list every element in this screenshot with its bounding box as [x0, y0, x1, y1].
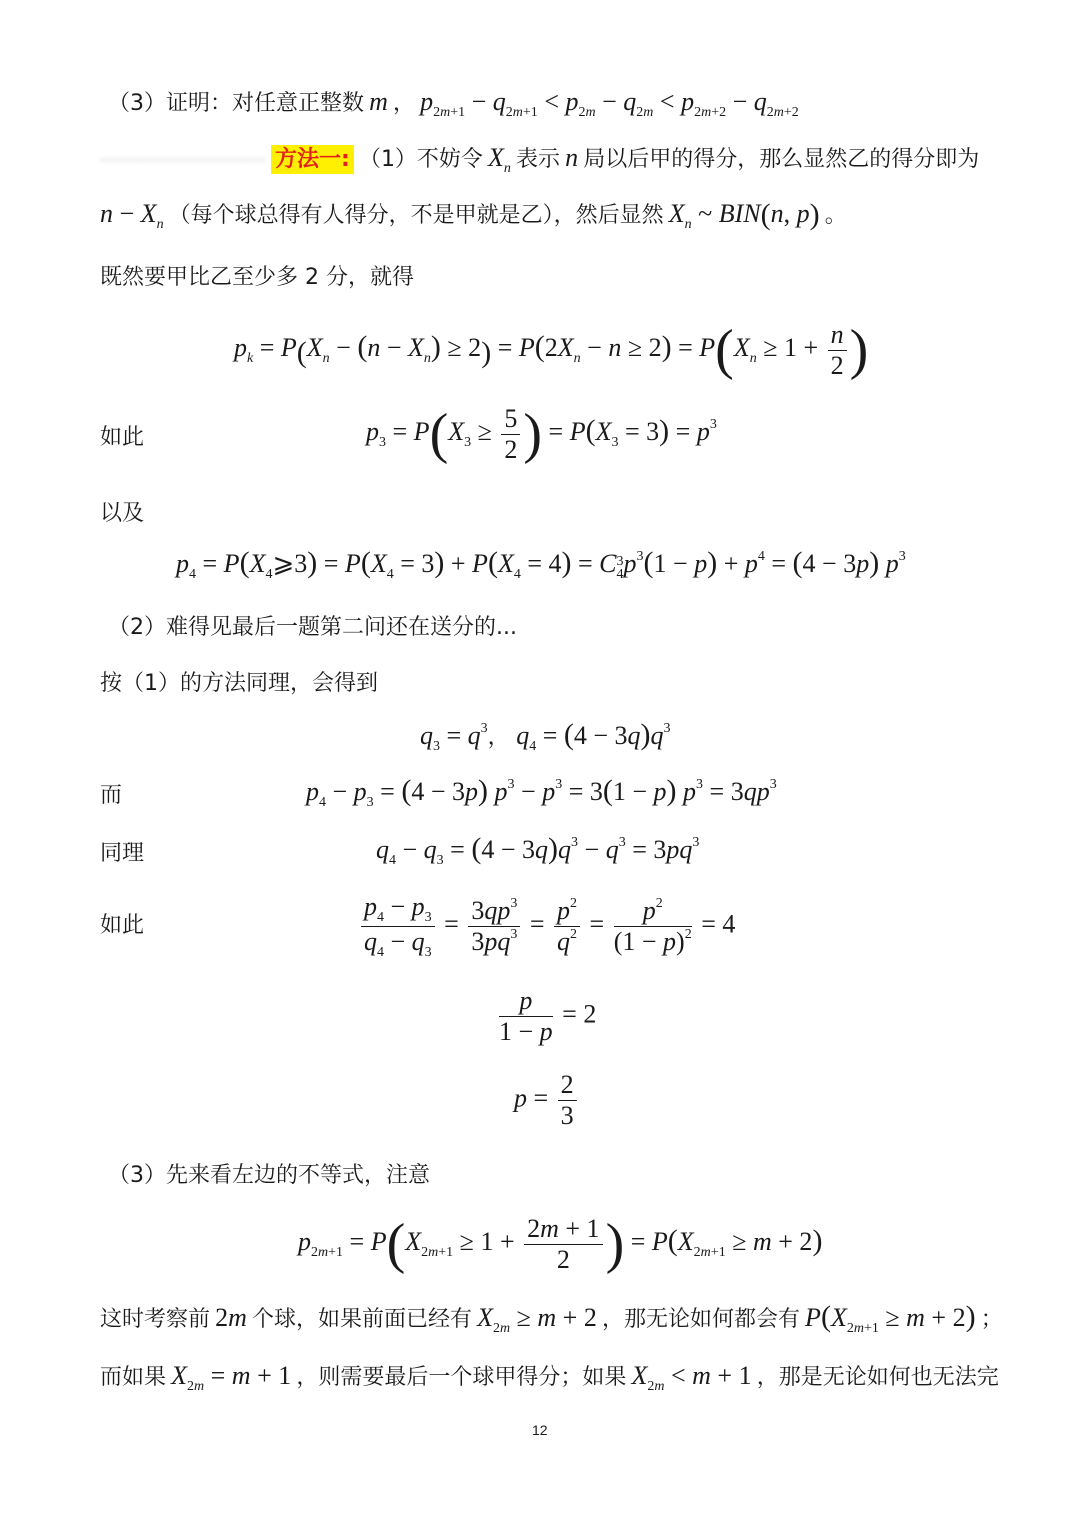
consider-text-1: 这时考察前: [100, 1307, 211, 1332]
ratio-formula: $\frac{p_4 - p_3}{q_4 - q_3}$ = $\frac{3qp^3}{3pq^3}$ = $\frac{p^2}{q^2}$ = $\frac{p^2}{(1 - p)^2}$ = 4: [358, 892, 735, 961]
case-line: 而如果 $X_{2m} = m + 1$ ，则需要最后一个球甲得分；如果 $X_{2m} < m + 1$ ，那是无论如何也无法完: [100, 1361, 999, 1394]
part2-heading: （2）难得见最后一题第二问还在送分的...: [108, 615, 517, 640]
case-text-2: ，则需要最后一个球甲得分；如果: [296, 1365, 627, 1390]
period: 。: [824, 203, 847, 228]
q4-minus-q3-formula: $q_4 - q_3 = (4 - 3q)q^3 - q^3 = 3pq^3$: [376, 832, 700, 868]
method-text-2: 表示: [516, 147, 561, 172]
page-number: 12: [532, 1422, 548, 1438]
requirement-text: 既然要甲比乙至少多 2 分，就得: [100, 265, 414, 290]
semicolon: ；: [980, 1307, 1003, 1332]
er-label: 而: [100, 783, 123, 808]
pk-formula: $p_k = P(X_n - (n - X_n) \ge 2) = P(2X_n - n \ge 2) = P(X_n \ge 1$ + $\frac{n}{2}$ ): [234, 319, 869, 381]
blurred-watermark: ·····························: [100, 150, 266, 171]
p-value-formula: p = $\frac{2}{3}$: [514, 1070, 580, 1131]
binomial-text-1: （每个球总得有人得分，不是甲就是乙），然后显然: [168, 203, 664, 228]
case-text-3: ，那是无论如何也无法完: [756, 1365, 999, 1390]
binomial-line: $n - X_n$ （每个球总得有人得分，不是甲就是乙），然后显然 $X_n$ ~ BIN(n, p) 。: [100, 198, 847, 232]
ruci-label-2: 如此: [100, 913, 145, 938]
part3-heading: （3）先来看左边的不等式，注意: [108, 1163, 430, 1188]
same-method-text: 按（1）的方法同理，会得到: [100, 671, 378, 696]
method-one-highlight: 方法一:: [271, 145, 354, 174]
part3-statement: [108, 86, 799, 121]
method-text-1: （1）不妨令: [358, 147, 483, 172]
q3-q4-formula: $q_3 = q^3$， $q_4 = (4 - 3q)q^3$: [420, 718, 671, 754]
ruci-label-1: 如此: [100, 425, 145, 450]
consider-text-3: ，那无论如何都会有: [601, 1307, 800, 1332]
p4-formula: $p_4$ = $P(X_4⩾3) = P(X_4 = 3) + P(X_4 = 4) = C$ 3 4 $p^3(1 - p) + p^4 = (4 - 3p)$ $p^3$: [176, 546, 906, 582]
method-one-line: ····························· 方法一: （1）不妨令 $X_n$ 表示 n 局以后甲的得分，那么显然乙的得分即为: [100, 143, 980, 176]
p2m1-formula: $p_{2m+1} = P(X_{2m+1} \ge 1$ + $\frac{2m + 1}{2}$ ) = $P(X_{2m+1} \ge m + 2)$: [298, 1213, 823, 1275]
var-m: m: [369, 87, 388, 116]
consider-line: 这时考察前 2m 个球，如果前面已经有 $X_{2m} \ge m + 2$ ，那无论如何都会有 $P(X_{2m+1} \ge m + 2)$ ；: [100, 1300, 1003, 1336]
p4-minus-p3-formula: $p_4 - p_3 = (4 - 3p) p^3 - p^3 = 3(1 - p) p^3 = 3qp^3$: [306, 774, 777, 810]
inequality-formula: $p_{2m+1} - q_{2m+1} < p_{2m} - q_{2m} < p_{2m+2} - q_{2m+2}$: [420, 87, 799, 120]
yiji-label: 以及: [100, 501, 145, 526]
tongli-label: 同理: [100, 841, 145, 866]
p-over-one-minus-p-formula: $\frac{p}{1 - p}$ = 2: [499, 986, 597, 1046]
comma: ，: [392, 91, 415, 116]
p3-formula: $p_3 = P(X_3$ ≥ $\frac{5}{2}$ ) = $P(X_3 = 3) = p^3$: [366, 403, 717, 465]
case-text-1: 而如果: [100, 1365, 167, 1390]
part3-label: （3）证明：对任意正整数: [108, 91, 364, 116]
method-text-3: 局以后甲的得分，那么显然乙的得分即为: [583, 147, 980, 172]
consider-text-2: 个球，如果前面已经有: [251, 1307, 472, 1332]
